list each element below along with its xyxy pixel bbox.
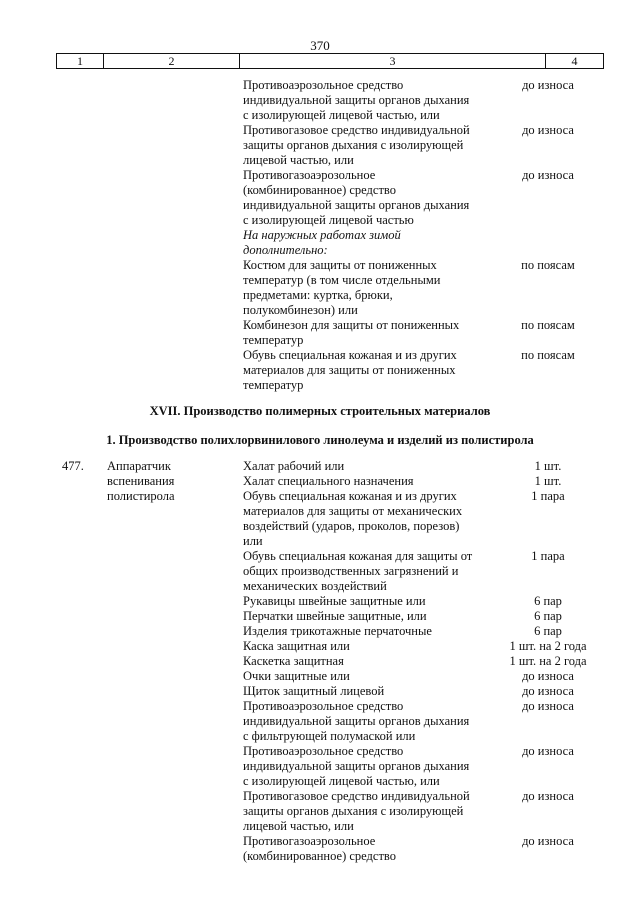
item-line: лицевой частью, или <box>243 819 354 833</box>
profession-name <box>107 459 237 504</box>
item-line: воздействий (ударов, проколов, порезов) <box>243 519 460 533</box>
item-description <box>243 609 493 624</box>
profession-line: вспенивания <box>107 474 175 488</box>
item-norm: до износа <box>522 669 574 683</box>
page-number: 370 <box>310 38 330 53</box>
item-line: с изолирующей лицевой частью, или <box>243 108 440 122</box>
item-norm: до износа <box>522 834 574 848</box>
item-norm: до износа <box>522 684 574 698</box>
sub-heading: 1. Производство полихлорвинилового линолеума и изделий из полистирола <box>106 433 534 447</box>
item-line: механических воздействий <box>243 579 387 593</box>
item-line: защиты органов дыхания с изолирующей <box>243 804 464 818</box>
item-description <box>243 669 493 684</box>
item-line: Халат специального назначения <box>243 474 414 488</box>
item-line: Каскетка защитная <box>243 654 344 668</box>
item-norm: 1 шт. на 2 года <box>509 639 587 653</box>
item-line: Обувь специальная кожаная и из других <box>243 489 457 503</box>
item-line: температур (в том числе отдельными <box>243 273 441 287</box>
item-line: Комбинезон для защиты от пониженных <box>243 318 460 332</box>
column-header-3: 3 <box>240 54 546 69</box>
item-description <box>243 684 493 699</box>
item-line: температур <box>243 378 304 392</box>
item-line: На наружных работах зимой <box>243 228 401 242</box>
item-line: Противогазоаэрозольное <box>243 168 376 182</box>
item-line: температур <box>243 333 304 347</box>
item-description <box>243 123 493 168</box>
item-line: общих производственных загрязнений и <box>243 564 459 578</box>
item-norm: 1 шт. <box>534 474 562 488</box>
column-header-1: 1 <box>57 54 104 69</box>
item-line: Обувь специальная кожаная и из других <box>243 348 457 362</box>
item-norm: 6 пар <box>534 594 562 608</box>
item-line: Перчатки швейные защитные, или <box>243 609 427 623</box>
item-norm: до износа <box>522 123 574 137</box>
item-line: Рукавицы швейные защитные или <box>243 594 426 608</box>
item-line: с изолирующей лицевой частью, или <box>243 774 440 788</box>
item-description <box>243 258 493 318</box>
item-line: защиты органов дыхания с изолирующей <box>243 138 464 152</box>
item-norm: до износа <box>522 699 574 713</box>
entry-number: 477. <box>62 459 84 473</box>
item-description <box>243 348 493 393</box>
item-description <box>243 624 493 639</box>
item-description <box>243 639 493 654</box>
item-description <box>243 474 493 489</box>
item-line: Противогазовое средство индивидуальной <box>243 123 470 137</box>
item-line: материалов для защиты от пониженных <box>243 363 456 377</box>
item-norm: до износа <box>522 744 574 758</box>
item-norm: 6 пар <box>534 624 562 638</box>
item-line: предметами: куртка, брюки, <box>243 288 393 302</box>
item-norm: 1 пара <box>531 489 565 503</box>
item-line: Противоаэрозольное средство <box>243 78 404 92</box>
item-description <box>243 318 493 348</box>
item-norm: по поясам <box>521 258 575 272</box>
item-description <box>243 789 493 834</box>
item-norm: 1 шт. на 2 года <box>509 654 587 668</box>
item-description <box>243 594 493 609</box>
section-heading: XVII. Производство полимерных строительных материалов <box>149 404 491 418</box>
item-norm: до износа <box>522 789 574 803</box>
item-norm: до износа <box>522 78 574 92</box>
profession-line: полистирола <box>107 489 175 503</box>
item-line: Противогазоаэрозольное <box>243 834 376 848</box>
item-line: или <box>243 534 263 548</box>
item-line: Костюм для защиты от пониженных <box>243 258 437 272</box>
item-norm: по поясам <box>521 318 575 332</box>
item-line: материалов для защиты от механических <box>243 504 463 518</box>
item-norm: 1 пара <box>531 549 565 563</box>
item-line: Изделия трикотажные перчаточные <box>243 624 432 638</box>
item-norm: 1 шт. <box>534 459 562 473</box>
profession-line: Аппаратчик <box>107 459 171 473</box>
item-description <box>243 459 493 474</box>
item-description <box>243 654 493 669</box>
item-norm: до износа <box>522 168 574 182</box>
item-line: Халат рабочий или <box>243 459 345 473</box>
item-line: с изолирующей лицевой частью <box>243 213 414 227</box>
item-line: полукомбинезон) или <box>243 303 358 317</box>
item-line: индивидуальной защиты органов дыхания <box>243 93 470 107</box>
item-line: с фильтрующей полумаской или <box>243 729 416 743</box>
item-line: индивидуальной защиты органов дыхания <box>243 759 470 773</box>
item-line: Обувь специальная кожаная для защиты от <box>243 549 473 563</box>
item-description <box>243 78 493 123</box>
item-line: индивидуальной защиты органов дыхания <box>243 714 470 728</box>
item-line: Противоаэрозольное средство <box>243 744 404 758</box>
item-line: Каска защитная или <box>243 639 350 653</box>
item-norm: по поясам <box>521 348 575 362</box>
column-header-2: 2 <box>104 54 240 69</box>
item-line: лицевой частью, или <box>243 153 354 167</box>
item-line: Противоаэрозольное средство <box>243 699 404 713</box>
item-description <box>243 168 493 228</box>
item-description <box>243 489 493 549</box>
item-description <box>243 699 493 744</box>
item-line: Очки защитные или <box>243 669 350 683</box>
item-description <box>243 549 493 594</box>
item-description <box>243 228 493 258</box>
item-line: (комбинированное) средство <box>243 849 396 863</box>
item-line: Щиток защитный лицевой <box>243 684 385 698</box>
item-norm: 6 пар <box>534 609 562 623</box>
item-description <box>243 834 493 864</box>
column-header-4: 4 <box>546 54 604 69</box>
item-line: Противогазовое средство индивидуальной <box>243 789 470 803</box>
item-line: (комбинированное) средство <box>243 183 396 197</box>
item-line: дополнительно: <box>243 243 328 257</box>
item-description <box>243 744 493 789</box>
column-header-table <box>56 53 604 69</box>
item-line: индивидуальной защиты органов дыхания <box>243 198 470 212</box>
